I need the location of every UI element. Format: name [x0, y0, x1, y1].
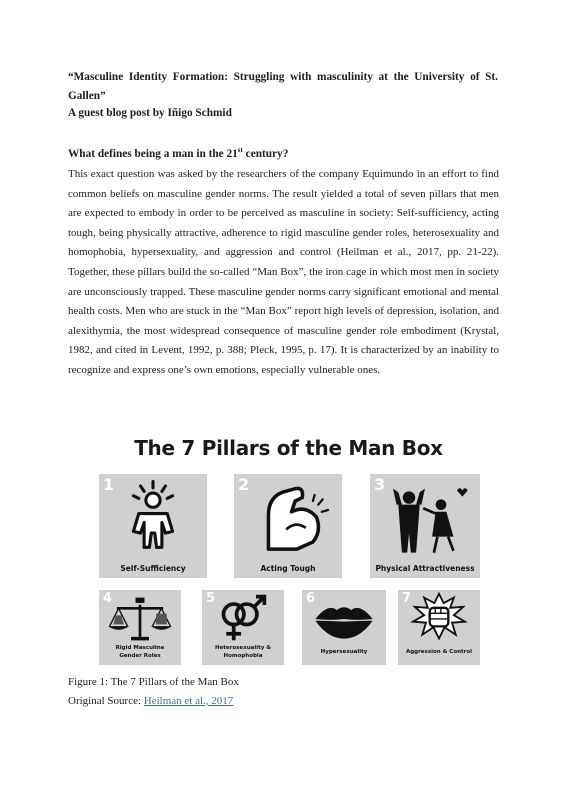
lips-icon [304, 594, 384, 644]
man-box-infographic [95, 430, 482, 665]
pillar-label: Aggression & Control [405, 649, 473, 655]
pillar-label: Self-Sufficiency [120, 564, 186, 573]
pillar-number: 7 [402, 591, 412, 606]
pillar-number: 5 [206, 591, 216, 606]
section-heading-tail: century? [242, 147, 289, 160]
pillar-number: 6 [306, 591, 316, 606]
gender-symbols-icon [204, 592, 282, 644]
pillar-3-tile [370, 474, 480, 578]
figure-caption: Figure 1: The 7 Pillars of the Man Box [68, 676, 239, 688]
post-title: “Masculine Identity Formation: Struggling with masculinity at the University of St. Gallen” [68, 71, 498, 102]
pillar-label-line1: Heterosexuality & [214, 645, 272, 651]
flexed-bicep-icon [238, 478, 338, 558]
pillar-number: 4 [103, 591, 113, 606]
pillar-1-tile [99, 474, 207, 578]
source-prefix: Original Source: [68, 695, 144, 707]
pillar-label-line2: Homophobia [223, 653, 263, 659]
figure-source [68, 695, 233, 707]
pillar-2-tile [234, 474, 342, 578]
byline: A guest blog post by Iñigo Schmid [68, 107, 232, 119]
pillar-number: 3 [374, 475, 386, 494]
source-link[interactable]: Heilman et al., 2017 [143, 695, 234, 707]
flexing-man-and-woman-icon [374, 478, 476, 558]
pillar-label: Acting Tough [260, 564, 316, 573]
scales-icon [101, 594, 179, 644]
pillar-4-tile [99, 590, 181, 665]
pillar-label-line1: Rigid Masculine [115, 645, 165, 651]
infographic-title: The 7 Pillars of the Man Box [134, 436, 443, 460]
section-heading-text: What defines being a man in the 21 [68, 147, 238, 160]
section-heading [68, 146, 288, 160]
pillar-number: 1 [103, 475, 115, 494]
pillar-7-tile [398, 590, 480, 665]
standing-man-icon [103, 478, 203, 558]
pillar-label: Physical Attractiveness [375, 564, 475, 573]
body-paragraph: This exact question was asked by the researchers of the company Equimundo in an effort to find common beliefs on masculine gender norms. The result yielded a total of seven pillars that men are expected to embody in order to be perceived as masculine in society: Self-sufficiency, acting tough, being physically attractive, adherence to rigid masculine gender roles, heterosexuality and homophobia, hypersexuality, and aggression and control (Heilman et al., 2017, pp. 21-22). Together, these pillars build the so-called “Man Box”, the iron cage in which most men in society are unconsciously trapped. These masculine gender norms carry significant emotional and mental health costs. Men who are stuck in the “Man Box” report high levels of depression, isolation, and alexithymia, the most widespread consequence of masculine gender role embodiment (Krystal, 1982, and cited in Levent, 1992, p. 388; Pleck, 1995, p. 17). It is characterized by an inability to recognize and express one’s own emotions, especially vulnerable ones. [68, 168, 499, 376]
pillar-label: Hypersexuality [320, 649, 368, 655]
pillar-5-tile [202, 590, 284, 665]
pillar-label-line2: Gender Roles [119, 653, 161, 659]
pillar-number: 2 [238, 475, 250, 494]
pillar-6-tile [302, 590, 386, 665]
clenched-fist-icon [400, 592, 478, 644]
ordinal-suffix: st [237, 146, 243, 154]
